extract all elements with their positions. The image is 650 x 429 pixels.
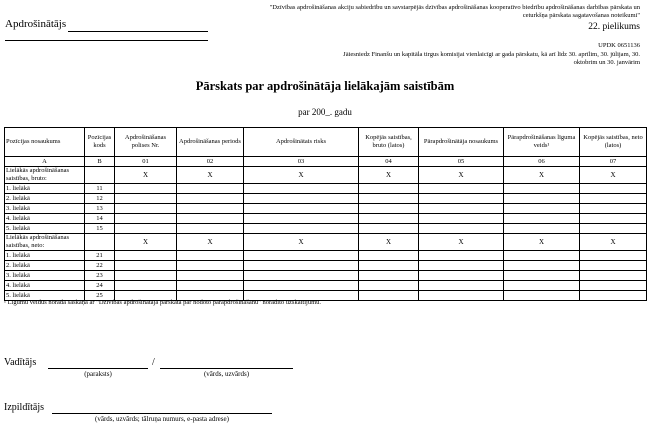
input-cell[interactable] [504, 184, 580, 194]
row-code: 25 [85, 291, 115, 301]
row-code: 12 [85, 194, 115, 204]
x-mark: X [359, 234, 419, 251]
code-cell [85, 234, 115, 251]
input-cell[interactable] [359, 261, 419, 271]
row-code: 21 [85, 251, 115, 261]
executor-label: Izpildītājs [4, 402, 44, 413]
input-cell[interactable] [115, 224, 177, 234]
input-cell[interactable] [115, 271, 177, 281]
section-row [5, 234, 647, 251]
insurer-name-line[interactable] [68, 31, 208, 32]
index-cell: 01 [115, 157, 177, 167]
input-cell[interactable] [580, 214, 647, 224]
index-cell: 07 [580, 157, 647, 167]
page-title: Pārskats par apdrošinātāja lielākajām saistībām [195, 79, 455, 93]
row-label: 3. lielākā [5, 204, 85, 214]
input-cell[interactable] [177, 194, 244, 204]
input-cell[interactable] [504, 261, 580, 271]
row-label: 1. lielākā [5, 184, 85, 194]
input-cell[interactable] [244, 271, 359, 281]
row-label: 4. lielākā [5, 214, 85, 224]
input-cell[interactable] [419, 194, 504, 204]
section-label: Lielākās apdrošināšanas saistības, neto: [5, 234, 85, 251]
annex-number: 22. pielikums [588, 22, 640, 32]
col-header: Apdrošinātais risks [244, 128, 359, 157]
name-hint: (vārds, uzvārds) [203, 370, 250, 378]
input-cell[interactable] [359, 214, 419, 224]
input-cell[interactable] [177, 261, 244, 271]
input-cell[interactable] [419, 261, 504, 271]
index-cell: 03 [244, 157, 359, 167]
index-cell: 05 [419, 157, 504, 167]
table-row [5, 271, 647, 281]
input-cell[interactable] [244, 194, 359, 204]
head-label: Vadītājs [4, 357, 37, 368]
input-cell[interactable] [244, 261, 359, 271]
col-header: Pozīcijas kods [85, 128, 115, 157]
submission-note: Jāiesniedz Finanšu un kapitāla tirgus komisijai vienlaicīgi ar gada pārskatu, kā arī līdz 30. aprīlim, 30. jūlijam, 30. oktobrim un 30. janvārim [343, 51, 640, 66]
table-row [5, 184, 647, 194]
input-cell[interactable] [419, 224, 504, 234]
row-label: 3. lielākā [5, 271, 85, 281]
separator: / [152, 357, 155, 368]
input-cell[interactable] [115, 184, 177, 194]
input-cell[interactable] [115, 204, 177, 214]
input-cell[interactable] [359, 291, 419, 301]
input-cell[interactable] [177, 184, 244, 194]
input-cell[interactable] [504, 251, 580, 261]
input-cell[interactable] [580, 261, 647, 271]
head-signature-line[interactable] [48, 368, 148, 369]
input-cell[interactable] [504, 204, 580, 214]
liabilities-table [4, 127, 647, 301]
input-cell[interactable] [115, 194, 177, 204]
row-label: 5. lielākā [5, 291, 85, 301]
col-header: Apdrošināšanas polises Nr. [115, 128, 177, 157]
input-cell[interactable] [244, 214, 359, 224]
index-cell: A [5, 157, 85, 167]
input-cell[interactable] [504, 224, 580, 234]
row-label: 2. lielākā [5, 261, 85, 271]
input-cell[interactable] [580, 291, 647, 301]
executor-hint: (vārds, uzvārds; tālruņa numurs, e-pasta adrese) [95, 415, 229, 423]
input-cell[interactable] [580, 194, 647, 204]
index-cell: 02 [177, 157, 244, 167]
code-cell [85, 167, 115, 184]
executor-line[interactable] [52, 413, 272, 414]
insurer-name-line-2[interactable] [5, 40, 208, 41]
input-cell[interactable] [359, 281, 419, 291]
insurer-label: Apdrošinātājs [5, 18, 67, 30]
row-code: 22 [85, 261, 115, 271]
input-cell[interactable] [359, 194, 419, 204]
x-mark: X [419, 234, 504, 251]
input-cell[interactable] [244, 204, 359, 214]
input-cell[interactable] [419, 251, 504, 261]
row-code: 23 [85, 271, 115, 281]
row-label: 2. lielākā [5, 194, 85, 204]
input-cell[interactable] [244, 224, 359, 234]
input-cell[interactable] [580, 281, 647, 291]
index-cell: B [85, 157, 115, 167]
section-label: Lielākās apdrošināšanas saistības, bruto: [5, 167, 85, 184]
col-header: Kopējās saistības, neto (latos) [580, 128, 647, 157]
input-cell[interactable] [419, 271, 504, 281]
input-cell[interactable] [359, 204, 419, 214]
input-cell[interactable] [359, 224, 419, 234]
x-mark: X [580, 234, 647, 251]
row-code: 14 [85, 214, 115, 224]
x-mark: X [580, 167, 647, 184]
form-code: UPDK 0651136 [598, 42, 640, 49]
x-mark: X [359, 167, 419, 184]
input-cell[interactable] [504, 281, 580, 291]
footnote: ¹ Līgumu veidus norāda saskaņā ar "Dzīvības apdrošinātāja pārskatā par nodoto pārapdrošināšanu" norādīto uzskaitījumu. [4, 299, 321, 306]
table-row [5, 214, 647, 224]
input-cell[interactable] [419, 184, 504, 194]
input-cell[interactable] [177, 214, 244, 224]
x-mark: X [177, 167, 244, 184]
input-cell[interactable] [244, 281, 359, 291]
input-cell[interactable] [359, 184, 419, 194]
x-mark: X [115, 234, 177, 251]
table-row [5, 204, 647, 214]
input-cell[interactable] [419, 291, 504, 301]
input-cell[interactable] [504, 291, 580, 301]
x-mark: X [504, 234, 580, 251]
input-cell[interactable] [504, 194, 580, 204]
header-row [5, 128, 647, 157]
input-cell[interactable] [580, 224, 647, 234]
signature-hint: (paraksts) [84, 370, 112, 378]
input-cell[interactable] [115, 261, 177, 271]
row-code: 15 [85, 224, 115, 234]
row-label: 4. lielākā [5, 281, 85, 291]
input-cell[interactable] [419, 204, 504, 214]
col-header: Kopējās saistības, bruto (latos) [359, 128, 419, 157]
input-cell[interactable] [177, 224, 244, 234]
row-label: 5. lielākā [5, 224, 85, 234]
x-mark: X [504, 167, 580, 184]
input-cell[interactable] [177, 281, 244, 291]
x-mark: X [244, 234, 359, 251]
x-mark: X [115, 167, 177, 184]
section-row [5, 167, 647, 184]
row-code: 13 [85, 204, 115, 214]
table-row [5, 224, 647, 234]
col-header: Pārapdrošināšanas līguma veids¹ [504, 128, 580, 157]
x-mark: X [419, 167, 504, 184]
table-row [5, 194, 647, 204]
input-cell[interactable] [115, 214, 177, 224]
input-cell[interactable] [244, 184, 359, 194]
x-mark: X [177, 234, 244, 251]
input-cell[interactable] [580, 251, 647, 261]
col-header: Pozīcijas nosaukums [5, 128, 85, 157]
input-cell[interactable] [177, 204, 244, 214]
input-cell[interactable] [580, 271, 647, 281]
input-cell[interactable] [419, 214, 504, 224]
input-cell[interactable] [115, 281, 177, 291]
col-header: Apdrošināšanas periods [177, 128, 244, 157]
input-cell[interactable] [504, 271, 580, 281]
table-row [5, 251, 647, 261]
input-cell[interactable] [177, 271, 244, 281]
input-cell[interactable] [419, 281, 504, 291]
report-period: par 200_. gadu [298, 107, 352, 117]
input-cell[interactable] [115, 251, 177, 261]
x-mark: X [244, 167, 359, 184]
input-cell[interactable] [177, 251, 244, 261]
index-cell: 06 [504, 157, 580, 167]
input-cell[interactable] [580, 184, 647, 194]
row-code: 11 [85, 184, 115, 194]
row-code: 24 [85, 281, 115, 291]
table-row [5, 281, 647, 291]
input-cell[interactable] [359, 271, 419, 281]
input-cell[interactable] [244, 251, 359, 261]
input-cell[interactable] [504, 214, 580, 224]
index-cell: 04 [359, 157, 419, 167]
input-cell[interactable] [359, 251, 419, 261]
head-name-line[interactable] [160, 368, 293, 369]
col-header: Pārapdrošinātāja nosaukums [419, 128, 504, 157]
regulation-note: "Dzīvības apdrošināšanas akciju sabiedrību un savstarpējās dzīvības apdrošināšanas kooperatīvo biedrību apdrošināšanas darbības pārskata un ceturkšņa pārskata sagatavošanas noteikumi" [269, 4, 640, 19]
index-row [5, 157, 647, 167]
input-cell[interactable] [580, 204, 647, 214]
row-label: 1. lielākā [5, 251, 85, 261]
table-row [5, 261, 647, 271]
